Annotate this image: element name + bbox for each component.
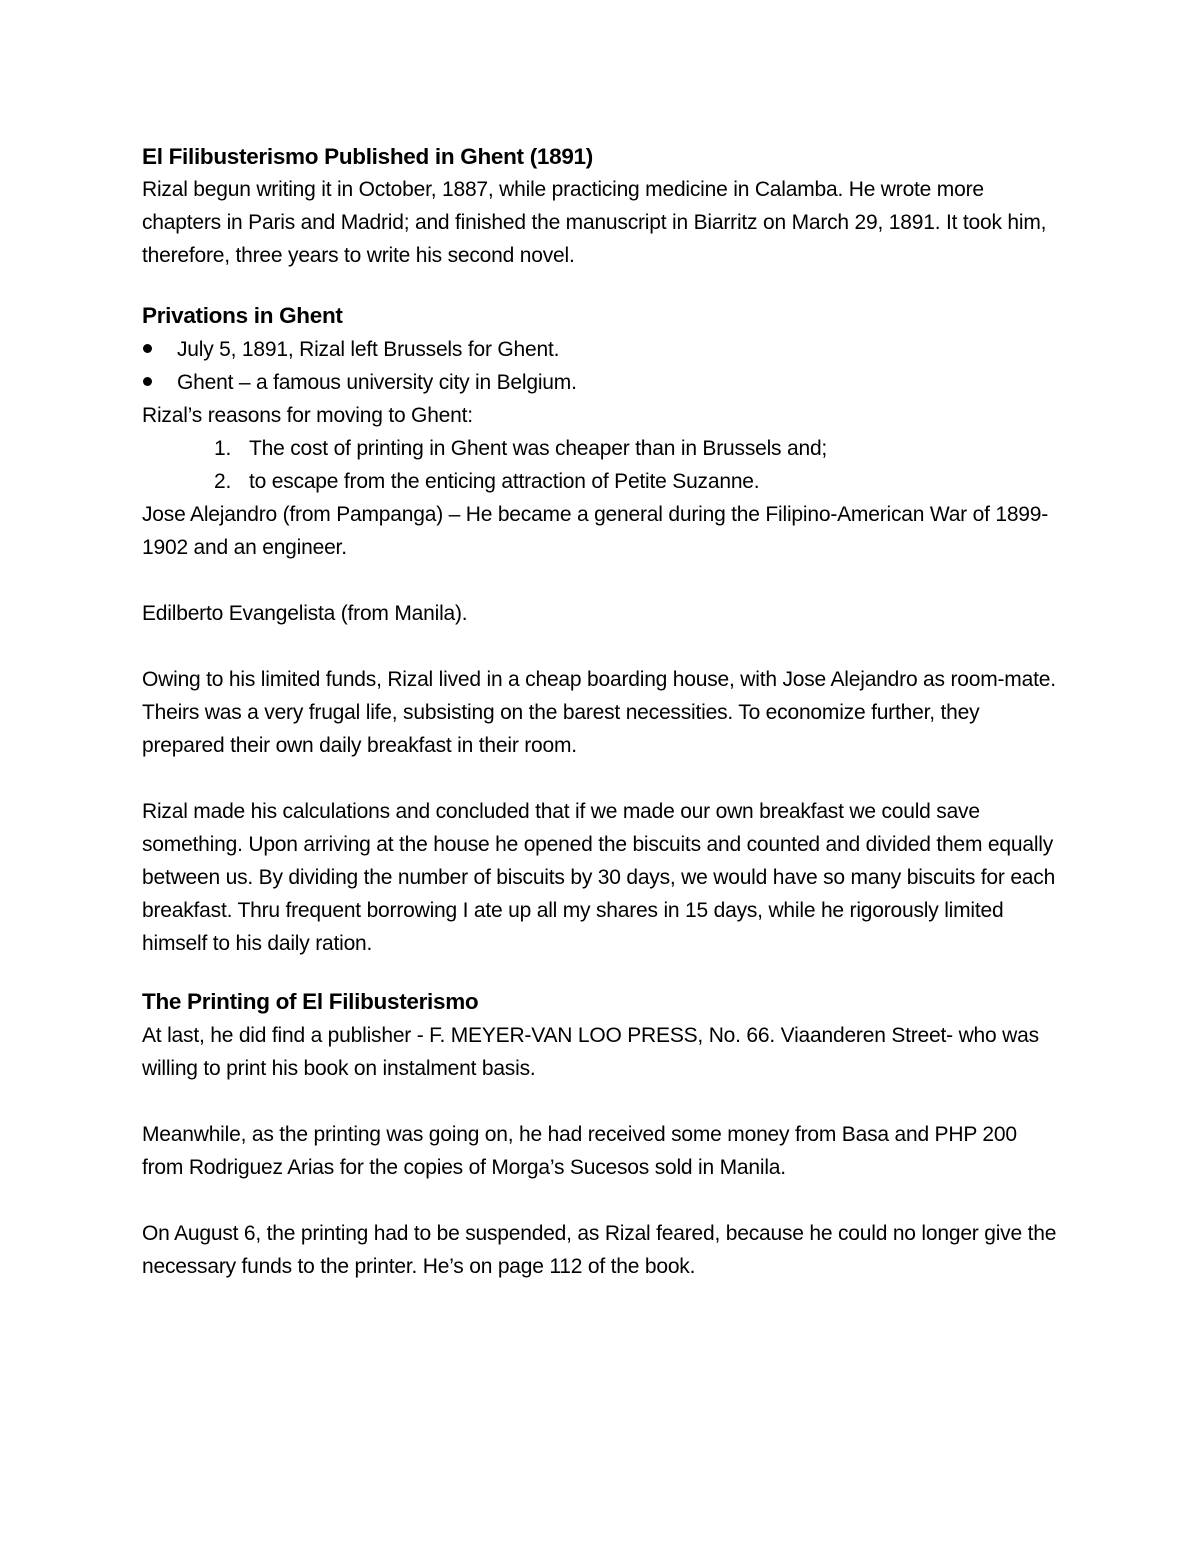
list-item bbox=[142, 366, 1062, 399]
list-item bbox=[142, 465, 1062, 498]
list-item-text: Ghent – a famous university city in Belgium. bbox=[177, 371, 577, 394]
numbered-list bbox=[142, 432, 1062, 498]
spacer bbox=[142, 960, 1062, 985]
list-number: 2. bbox=[214, 470, 232, 493]
list-item-text: July 5, 1891, Rizal left Brussels for Ghent. bbox=[177, 338, 560, 361]
spacer bbox=[142, 630, 1062, 663]
paragraph-jose-alejandro: Jose Alejandro (from Pampanga) – He became a general during the Filipino-American War of 1899-1902 and an engineer. bbox=[142, 503, 1049, 559]
spacer bbox=[142, 762, 1062, 795]
bullet-icon bbox=[143, 377, 152, 386]
list-item-text: to escape from the enticing attraction of Petite Suzanne. bbox=[249, 470, 760, 493]
document-body bbox=[142, 140, 1062, 1283]
spacer bbox=[142, 1184, 1062, 1217]
paragraph-writing-history: Rizal begun writing it in October, 1887, while practicing medicine in Calamba. He wrote more chapters in Paris and Madrid; and finished the manuscript in Biarritz on March 29, 1891. It took him, therefore, three years to write his second novel. bbox=[142, 178, 1047, 267]
bullet-list bbox=[142, 333, 1062, 399]
list-item-text: The cost of printing in Ghent was cheaper than in Brussels and; bbox=[249, 437, 828, 460]
spacer bbox=[142, 1085, 1062, 1118]
list-item bbox=[142, 432, 1062, 465]
spacer bbox=[142, 272, 1062, 299]
paragraph-edilberto-evangelista: Edilberto Evangelista (from Manila). bbox=[142, 602, 468, 625]
list-number: 1. bbox=[214, 437, 232, 460]
paragraph-limited-funds: Owing to his limited funds, Rizal lived in a cheap boarding house, with Jose Alejandro as room-mate. Theirs was a very frugal life, subsisting on the barest necessities. To economize further, they prepared their own daily breakfast in their room. bbox=[142, 668, 1056, 757]
heading-published-in-ghent: El Filibusterismo Published in Ghent (1891) bbox=[142, 144, 593, 169]
paragraph-publisher: At last, he did find a publisher - F. MEYER-VAN LOO PRESS, No. 66. Viaanderen Street- who was willing to print his book on instalment basis. bbox=[142, 1024, 1039, 1080]
bullet-icon bbox=[143, 344, 152, 353]
paragraph-printing-suspended: On August 6, the printing had to be suspended, as Rizal feared, because he could no longer give the necessary funds to the printer. He’s on page 112 of the book. bbox=[142, 1222, 1057, 1278]
heading-printing-of-el-filibusterismo: The Printing of El Filibusterismo bbox=[142, 989, 479, 1014]
list-item bbox=[142, 333, 1062, 366]
paragraph-money-received: Meanwhile, as the printing was going on, he had received some money from Basa and PHP 200 from Rodriguez Arias for the copies of Morga’s Sucesos sold in Manila. bbox=[142, 1123, 1017, 1179]
heading-privations-in-ghent: Privations in Ghent bbox=[142, 303, 343, 328]
paragraph-reasons-intro: Rizal’s reasons for moving to Ghent: bbox=[142, 404, 473, 427]
paragraph-calculations: Rizal made his calculations and concluded that if we made our own breakfast we could save something. Upon arriving at the house he opened the biscuits and counted and divided them equally between us. By dividing the number of biscuits by 30 days, we would have so many biscuits for each breakfast. Thru frequent borrowing I ate up all my shares in 15 days, while he rigorously limited himself to his daily ration. bbox=[142, 800, 1056, 955]
spacer bbox=[142, 564, 1062, 597]
